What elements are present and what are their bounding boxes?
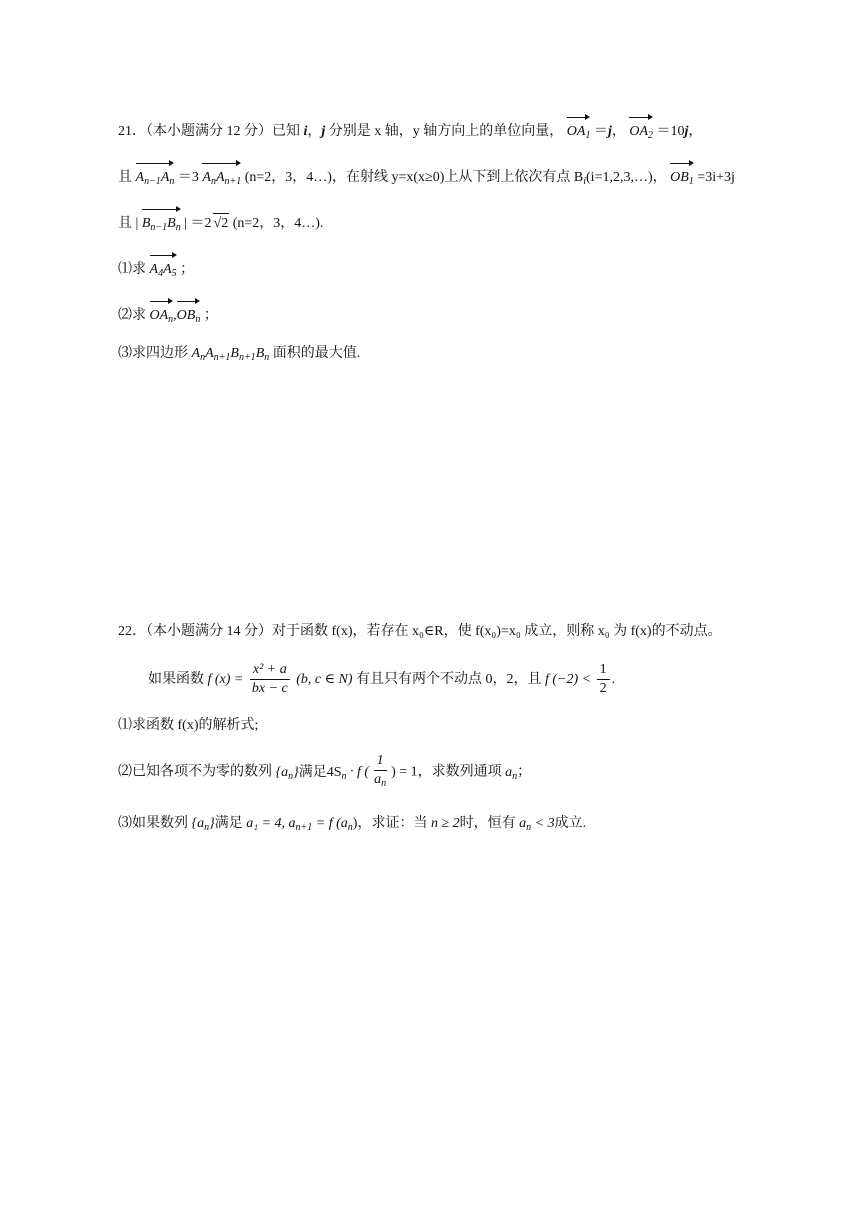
part3-end: 面积的最大值. [272, 346, 361, 361]
inv-num: 1 [374, 752, 387, 771]
part1-end: ； [180, 262, 195, 277]
j-val: j [607, 124, 612, 139]
eq-2: ＝2 [190, 216, 212, 231]
abs-bn-1-bn: | $B_{n-1}B_n$ | [136, 208, 188, 238]
period: . [611, 672, 616, 687]
part2-label: ⑵求 [118, 308, 146, 323]
part3-when: 时，恒有 [459, 816, 516, 831]
vector-oa2: $OA_2$ [629, 116, 653, 146]
half-num: 1 [597, 661, 610, 680]
n-ge-2: n ≥ 2 [430, 816, 460, 831]
q21-part-2: ⑵求 $OA_n,OB_n$ ； [118, 300, 218, 330]
q22-condition [148, 660, 615, 700]
part3-prove: )，求证：当 [352, 816, 428, 831]
eq-3: ＝3 [177, 170, 199, 185]
sqrt-2: √2 [213, 213, 230, 234]
fx-denominator: bx − c [251, 681, 288, 697]
q22-part2-lead: ⑵已知各项不为零的数列 [118, 764, 272, 780]
f-neg2: f (−2) < [545, 672, 592, 687]
ray-text: ，在射线 y=x(x≥0)上从下到上依次有点 B [331, 170, 584, 185]
i-range: (i=1,2,3,…)， [586, 170, 667, 185]
half-den: 2 [599, 681, 607, 697]
q21-part-1 [118, 254, 194, 284]
eq-j: ＝ [593, 124, 608, 139]
vector-a4a5: $A_4A_5$ [150, 254, 177, 284]
vector-an-1-an: $A_{n-1}A_n$ [136, 162, 175, 192]
inv-den: $a_n$ [374, 772, 387, 789]
q22-part-1 [118, 716, 258, 736]
vector-obn: $OB_n$ [177, 300, 201, 330]
line3-range: (n=2，3，4…). [232, 216, 324, 231]
eq-10j: ＝10 [656, 124, 685, 139]
n-range: (n=2，3，4…) [244, 170, 332, 185]
unit-vector-i: i [303, 124, 308, 139]
seq-an: $\{a_n\}$ [275, 764, 299, 782]
half-fraction [597, 661, 610, 698]
vector-oan: $OA_n$ [150, 300, 174, 330]
fx-fraction [249, 661, 291, 698]
recurrence: a₁ = 4, $a_{n+1} = f$ ($a_n$ [246, 816, 353, 833]
ob1-value: =3i+3j [697, 170, 735, 185]
and-label-2: 且 [118, 216, 132, 231]
fixed-points: 有且只有两个不动点 0，2，且 [356, 672, 542, 687]
q22-header-text: 22．（本小题满分 14 分）对于函数 f(x)，若存在 x₀∈R，使 f(x₀)=x₀ 成立，则称 x₀ 为 f(x)的不动点。 [118, 624, 722, 639]
fx-numerator: x² + a [250, 661, 290, 680]
part1-label: ⑴求 [118, 262, 146, 277]
q21-line-2 [118, 162, 735, 192]
fx-label: f (x) = [207, 672, 244, 687]
vector-ob1: $OB_1$ [670, 162, 694, 192]
q22-part3-lead: ⑶如果数列 [118, 816, 188, 831]
part3-cond: 满足 [214, 816, 243, 831]
vector-an-an1: $A_nA_{n+1}$ [202, 162, 241, 192]
q21-line-3 [118, 208, 323, 238]
unit-vector-j: j [321, 124, 326, 139]
q21-part-3 [118, 344, 360, 368]
q21-line-1: 21．（本小题满分 12 分）已知 i，j 分别是 x 轴，y 轴方向上的单位向量， $OA_1 =j$， $OA_2 =10j$， [118, 116, 702, 146]
vector-oa1: $OA_1$ [567, 116, 591, 146]
q21-axes-text: 分别是 x 轴，y 轴方向上的单位向量， [328, 124, 564, 139]
j-val-2: j [684, 124, 689, 139]
part3-end-q22: 成立. [554, 816, 587, 831]
q21-header: 21．（本小题满分 12 分）已知 [118, 124, 300, 139]
cond-lead: 如果函数 [148, 672, 204, 687]
and-label: 且 [118, 170, 132, 185]
part2-eq: ) = 1，求数列通项 [391, 764, 502, 780]
q22-part-2 [118, 752, 531, 797]
part2-cond: 满足$4S_n$ [298, 764, 347, 782]
quad-shape: $A_nA_{n+1}B_{n+1}B_n$ [191, 346, 270, 363]
fx-domain: (b, c ∈ N) [296, 672, 353, 687]
q22-part1-text: ⑴求函数 f(x)的解析式; [118, 718, 259, 733]
seq-an-3: $\{a_n\}$ [191, 816, 215, 833]
part3-label: ⑶求四边形 [118, 346, 188, 361]
b-sub-i: i [583, 176, 587, 187]
part2-end: ； [203, 308, 218, 323]
part2-f: · f ( [350, 764, 370, 780]
inv-an-fraction [371, 752, 389, 793]
part2-end-q22: ； [517, 764, 532, 780]
q22-header [118, 622, 722, 642]
an-lt-3: $a_n < 3$ [519, 816, 555, 833]
q22-part-3 [118, 814, 586, 838]
an-term: $a_n$ [505, 764, 518, 782]
